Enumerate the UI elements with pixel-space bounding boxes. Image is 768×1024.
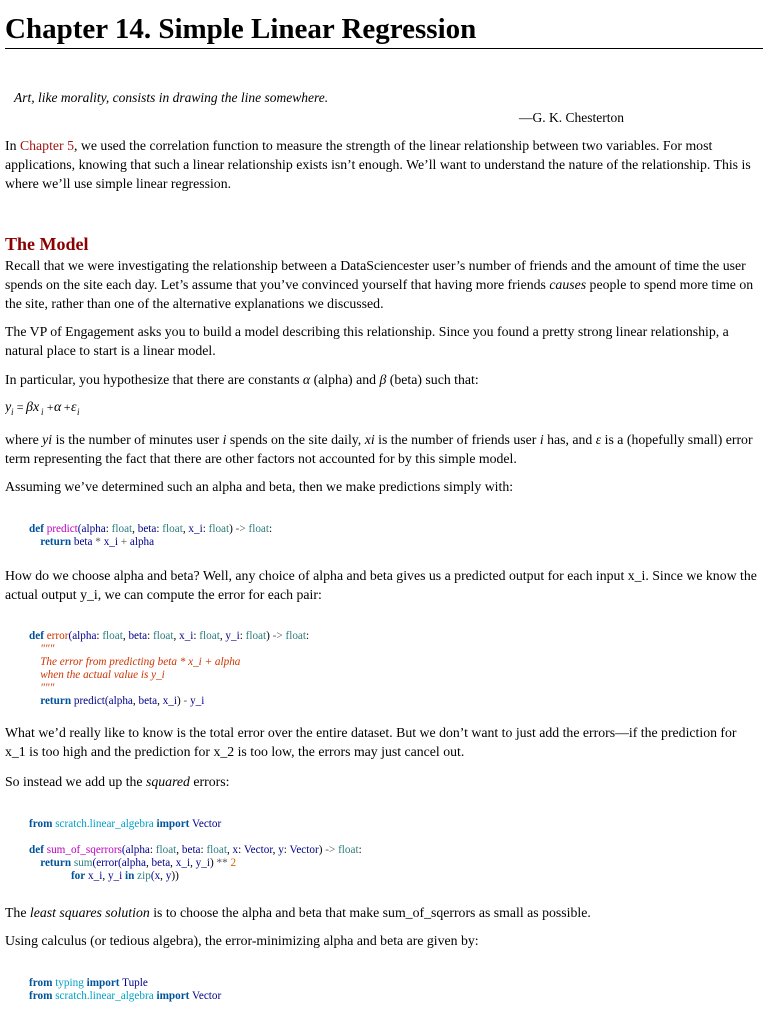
para9-text-b: is to choose the alpha and beta that make sum_of_sqerrors as small as possible. bbox=[149, 905, 591, 920]
svg-text:y: y bbox=[5, 400, 12, 415]
svg-text:=: = bbox=[16, 400, 25, 414]
para4-text-f: is a (hopefully small) error term representing the fact that there are other factors not accounted for by this simple model. bbox=[5, 432, 753, 466]
intro-paragraph bbox=[5, 136, 757, 193]
chapter-title: Chapter 14. Simple Linear Regression bbox=[5, 10, 763, 49]
para1-text-a: Recall that we were investigating the relationship between a DataSciencester user’s number of friends and the amount of time the user spends on the site each day. Let’s assume that you’ve convinced yourself that having more friends bbox=[5, 258, 746, 292]
i-symbol-1: i bbox=[222, 432, 227, 447]
para4-text-c: spends on the site daily, bbox=[226, 432, 365, 447]
docstring-close: """ bbox=[40, 682, 55, 694]
svg-text:i: i bbox=[77, 407, 80, 417]
docstring-open: """ bbox=[40, 643, 55, 655]
svg-text:i: i bbox=[41, 407, 44, 417]
para3-text-c: (beta) such that: bbox=[386, 372, 479, 387]
para8-text-b: errors: bbox=[189, 774, 230, 789]
beta-symbol: β bbox=[379, 372, 387, 387]
model-paragraph-8 bbox=[5, 772, 757, 791]
model-paragraph-5: Assuming we’ve determined such an alpha and beta, then we make predictions simply with: bbox=[5, 479, 514, 494]
model-paragraph-2: The VP of Engagement asks you to build a model describing this relationship. Since you found a pretty strong linear relationship, a natural place to start is a linear model. bbox=[5, 324, 729, 358]
section-title: The Model bbox=[5, 234, 89, 254]
model-paragraph-7: What we’d really like to know is the total error over the entire dataset. But we don’t want to just add the errors—if the prediction for x_1 is too high and the prediction for x_2 is too low, the errors may just cancel out. bbox=[5, 725, 737, 759]
para8-text-a: So instead we add up the bbox=[5, 774, 147, 789]
para3-text-b: (alpha) and bbox=[310, 372, 380, 387]
para4-text-e: has, and bbox=[543, 432, 596, 447]
para9-text-a: The bbox=[5, 905, 30, 920]
regression-formula-graphic bbox=[5, 398, 105, 420]
para9-emphasis: least squares solution bbox=[29, 905, 150, 920]
alpha-symbol: α bbox=[302, 372, 311, 387]
y-i-symbol: yi bbox=[42, 432, 53, 447]
epigraph-attribution: —G. K. Chesterton bbox=[519, 110, 624, 125]
svg-text:i: i bbox=[11, 407, 14, 417]
docstring-line-2: when the actual value is y_i bbox=[40, 669, 165, 681]
svg-text:α: α bbox=[54, 400, 62, 415]
svg-text:+: + bbox=[63, 400, 72, 414]
model-paragraph-4 bbox=[5, 430, 757, 468]
code-imports: from typing import Tuple from scratch.linear_algebra import Vector bbox=[29, 977, 222, 1002]
chapter-5-link[interactable]: Chapter 5 bbox=[19, 138, 74, 153]
para4-text-a: where bbox=[5, 432, 43, 447]
docstring-line-1: The error from predicting beta * x_i + alpha bbox=[40, 656, 241, 668]
code-error: def error(alpha: float, beta: float, x_i: float, y_i: float) -> float: """ The error from predicting beta * x_i + alpha when the actual value is y_i """ return predict(alpha, beta, x_i) - y_i bbox=[29, 630, 310, 707]
para8-emphasis: squared bbox=[146, 774, 190, 789]
model-paragraph-9 bbox=[5, 903, 757, 922]
code-predict: def predict(alpha: float, beta: float, x_i: float) -> float: return beta * x_i + alpha bbox=[29, 523, 273, 548]
model-paragraph-10: Using calculus (or tedious algebra), the error-minimizing alpha and beta are given by: bbox=[5, 933, 479, 948]
svg-text:ε: ε bbox=[71, 400, 77, 415]
para4-text-d: is the number of friends user bbox=[374, 432, 540, 447]
epigraph-quote: Art, like morality, consists in drawing the line somewhere. bbox=[14, 90, 329, 105]
para3-text-a: In particular, you hypothesize that there are constants bbox=[5, 372, 303, 387]
svg-text:βx: βx bbox=[26, 400, 40, 415]
model-paragraph-1 bbox=[5, 256, 757, 313]
model-paragraph-6: How do we choose alpha and beta? Well, any choice of alpha and beta gives us a predicted output for each input x_i. Since we know the actual output y_i, we can compute the error for each pair: bbox=[5, 568, 757, 602]
para1-emphasis: causes bbox=[549, 277, 587, 292]
svg-text:+: + bbox=[46, 400, 55, 414]
para1-text-b: people to spend more time on the site, rather than one of the alternative explanations we discussed. bbox=[5, 277, 754, 311]
code-sum-of-sqerrors: from scratch.linear_algebra import Vector def sum_of_sqerrors(alpha: float, beta: float, x: Vector, y: Vector) -> float: return sum(error(alpha, beta, x_i, y_i) ** 2 for x_i, y_i in zip(x, y)) bbox=[29, 818, 362, 882]
i-symbol-2: i bbox=[539, 432, 544, 447]
model-paragraph-3 bbox=[5, 370, 757, 389]
para4-text-b: is the number of minutes user bbox=[52, 432, 223, 447]
intro-prefix: In bbox=[5, 138, 20, 153]
regression-formula bbox=[5, 398, 105, 424]
epsilon-symbol: ε bbox=[595, 432, 602, 447]
x-i-symbol: xi bbox=[364, 432, 375, 447]
intro-text: , we used the correlation function to measure the strength of the linear relationship between two variables. For most applications, knowing that such a linear relationship exists isn’t enough. We’ll want to understand the nature of the relationship. This is where we’ll use simple linear regression. bbox=[5, 138, 751, 191]
